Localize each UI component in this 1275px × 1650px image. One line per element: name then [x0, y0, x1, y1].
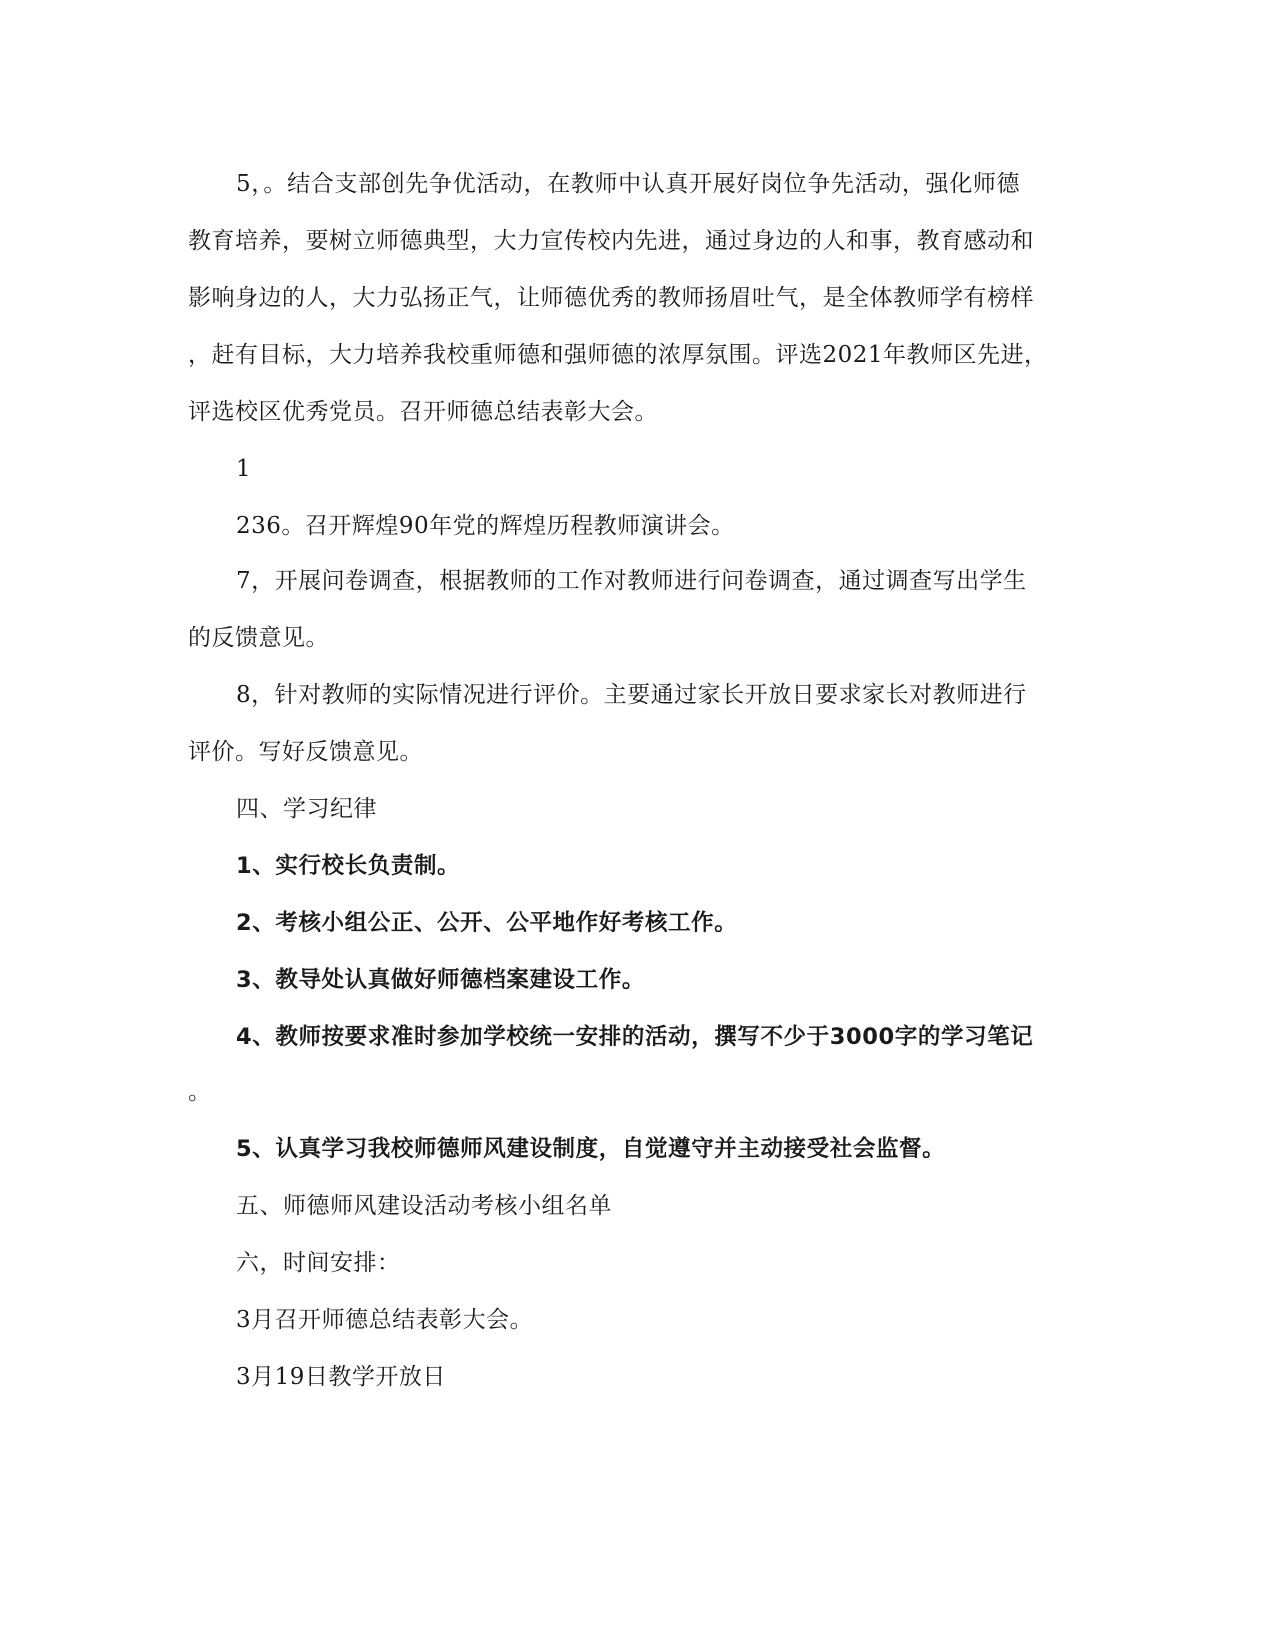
paragraph-7-line-1: 7，开展问卷调查，根据教师的工作对教师进行问卷调查，通过调查写出学生 [236, 568, 1027, 594]
section-4-heading: 四、学习纪律 [236, 796, 377, 822]
discipline-item-2: 2、考核小组公正、公开、公平地作好考核工作。 [236, 910, 738, 936]
standalone-number: 1 [236, 456, 252, 482]
paragraph-6: 236。召开辉煌90年党的辉煌历程教师演讲会。 [236, 513, 735, 539]
paragraph-8-line-2: 评价。写好反馈意见。 [188, 739, 423, 765]
paragraph-8-line-1: 8，针对教师的实际情况进行评价。主要通过家长开放日要求家长对教师进行 [236, 682, 1027, 708]
schedule-item-1: 3月召开师德总结表彰大会。 [236, 1307, 534, 1333]
paragraph-5-line-3: 影响身边的人，大力弘扬正气，让师德优秀的教师扬眉吐气，是全体教师学有榜样 [188, 285, 1034, 311]
discipline-item-1: 1、实行校长负责制。 [236, 853, 461, 879]
schedule-item-2: 3月19日教学开放日 [236, 1364, 446, 1390]
paragraph-5-line-4: ，赶有目标，大力培养我校重师德和强师德的浓厚氛围。评选2021年教师区先进， [188, 342, 1048, 368]
paragraph-5-line-1: 5，。结合支部创先争优活动，在教师中认真开展好岗位争先活动，强化师德 [236, 171, 1020, 197]
paragraph-5-line-2: 教育培养，要树立师德典型，大力宣传校内先进，通过身边的人和事，教育感动和 [188, 228, 1034, 254]
discipline-item-3: 3、教导处认真做好师德档案建设工作。 [236, 967, 645, 993]
discipline-item-5: 5、认真学习我校师德师风建设制度，自觉遵守并主动接受社会监督。 [236, 1136, 946, 1162]
section-5-heading: 五、师德师风建设活动考核小组名单 [236, 1193, 612, 1219]
section-6-heading: 六，时间安排： [236, 1250, 401, 1276]
paragraph-7-line-2: 的反馈意见。 [188, 625, 329, 651]
paragraph-5-line-5: 评选校区优秀党员。召开师德总结表彰大会。 [188, 399, 658, 425]
discipline-item-4-line-1: 4、教师按要求准时参加学校统一安排的活动，撰写不少于3000字的学习笔记 [236, 1024, 1034, 1050]
discipline-item-4-line-2: 。 [188, 1079, 212, 1105]
